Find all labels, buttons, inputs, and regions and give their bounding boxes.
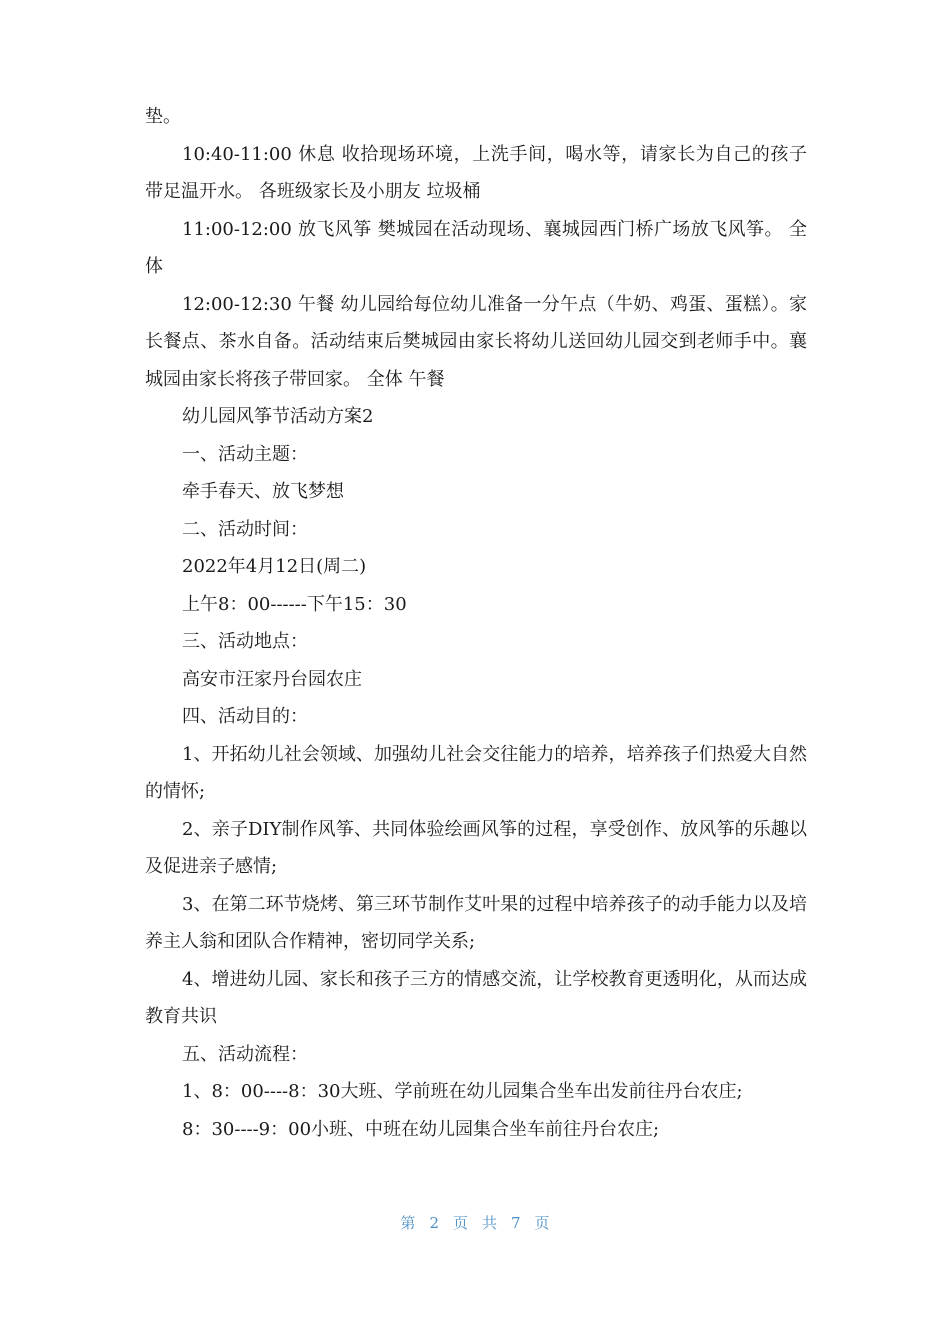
paragraph: 11:00-12:00 放飞风筝 樊城园在活动现场、襄城园西门桥广场放飞风筝。 全体 [145,218,807,277]
page-footer [0,1212,950,1233]
paragraph: 8：30----9：00小班、中班在幼儿园集合坐车前往丹台农庄; [182,1118,660,1140]
paragraph: 3、在第二环节烧烤、第三环节制作艾叶果的过程中培养孩子的动手能力以及培养主人翁和团队合作精神，密切同学关系; [145,893,807,952]
paragraph: 上午8：00------下午15：30 [182,593,407,615]
paragraph: 10:40-11:00 休息 收拾现场环境，上洗手间，喝水等，请家长为自己的孩子带足温开水。 各班级家长及小朋友 垃圾桶 [145,143,807,202]
section-title: 幼儿园风筝节活动方案2 [182,406,374,427]
paragraph: 1、8：00----8：30大班、学前班在幼儿园集合坐车出发前往丹台农庄; [182,1081,743,1102]
paragraph: 垫。 [145,106,181,127]
footer-prefix: 第 [400,1214,416,1232]
paragraph: 12:00-12:30 午餐 幼儿园给每位幼儿准备一分午点（牛奶、鸡蛋、蛋糕）。家长餐点、茶水自备。活动结束后樊城园由家长将幼儿送回幼儿园交到老师手中。襄城园由家长将孩子带回家。 全体 午餐 [145,293,807,390]
paragraph: 4、增进幼儿园、家长和孩子三方的情感交流，让学校教育更透明化，从而达成教育共识 [145,968,807,1027]
document-body [145,98,807,1148]
heading: 二、活动时间： [182,518,308,540]
footer-middle: 页共 [452,1214,511,1232]
paragraph: 牵手春天、放飞梦想 [182,481,344,502]
footer-suffix: 页 [534,1214,550,1232]
heading: 一、活动主题： [182,443,308,465]
paragraph: 2022年4月12日(周二) [182,556,367,577]
paragraph: 高安市汪家丹台园农庄 [182,668,362,690]
footer-current-page: 2 [429,1214,439,1232]
heading: 三、活动地点： [182,631,308,652]
heading: 四、活动目的： [182,706,308,727]
heading: 五、活动流程： [182,1043,308,1065]
footer-total-pages: 7 [511,1214,521,1232]
paragraph: 1、开拓幼儿社会领域、加强幼儿社会交往能力的培养，培养孩子们热爱大自然的情怀; [145,743,807,802]
paragraph: 2、亲子DIY制作风筝、共同体验绘画风筝的过程，享受创作、放风筝的乐趣以及促进亲子感情; [145,818,807,877]
